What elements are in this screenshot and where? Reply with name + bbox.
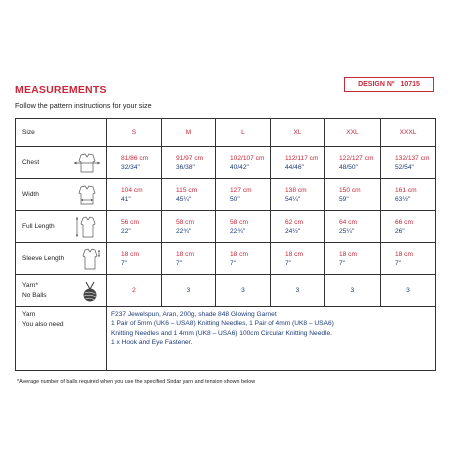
size-header-row <box>16 119 436 147</box>
chest-m: 91/97 cm 36/38" <box>162 147 216 179</box>
width-label: Width <box>22 191 39 198</box>
size-header-m: M <box>162 119 216 147</box>
chest-xxl: 122/127 cm 48/50" <box>325 147 381 179</box>
no-balls-label: No Balls <box>22 291 47 299</box>
size-header-xxl: XXL <box>325 119 381 147</box>
materials-row <box>16 307 436 371</box>
chest-s: 81/86 cm 32/34" <box>107 147 162 179</box>
size-header-s: S <box>107 119 162 147</box>
width-diagram-icon <box>72 184 102 206</box>
full-length-xl: 62 cm 24½" <box>271 211 325 243</box>
sleeve-length-label-cell <box>16 243 107 275</box>
sleeve-length-xl: 18 cm 7" <box>271 243 325 275</box>
fastener-line: 1 x Hook and Eye Fastener. <box>111 338 193 346</box>
needles-line-1: 1 Pair of 5mm (UK6 – USA8) Knitting Needles, 1 Pair of 4mm (UK8 – USA6) <box>111 320 334 328</box>
sleeve-length-label: Sleeve Length <box>22 255 65 262</box>
sleeve-length-row <box>16 243 436 275</box>
needles-line-2: Knitting Needles and 1 4mm (UK8 – USA6) 100cm Circular Knitting Needle. <box>111 329 332 337</box>
chest-diagram-icon <box>72 152 102 174</box>
sleeve-length-l: 18 cm 7" <box>216 243 271 275</box>
subtitle: Follow the pattern instructions for your size <box>15 101 152 110</box>
footnote: *Average number of balls required when you use the specified Sirdar yarn and tension shown below <box>17 379 256 385</box>
full-length-xxl: 64 cm 25¼" <box>325 211 381 243</box>
sleeve-length-m: 18 cm 7" <box>162 243 216 275</box>
full-length-label-cell <box>16 211 107 243</box>
width-l: 127 cm 50" <box>216 179 271 211</box>
sleeve-diagram-icon <box>80 247 102 271</box>
size-header-xl: XL <box>271 119 325 147</box>
design-number: 10715 <box>400 81 420 88</box>
full-length-row <box>16 211 436 243</box>
yarn-balls-label-cell <box>16 275 107 307</box>
yarn-ball-icon <box>78 279 102 303</box>
full-length-m: 58 cm 22¾" <box>162 211 216 243</box>
chest-l: 102/107 cm 40/42" <box>216 147 271 179</box>
chest-label-cell <box>16 147 107 179</box>
design-label: DESIGN Nº <box>358 81 395 88</box>
size-label: Size <box>16 119 107 147</box>
width-xl: 138 cm 54¼" <box>271 179 325 211</box>
size-header-xxxl: XXXL <box>381 119 436 147</box>
full-length-s: 56 cm 22" <box>107 211 162 243</box>
full-length-l: 58 cm 22¾" <box>216 211 271 243</box>
sleeve-length-xxxl: 18 cm 7" <box>381 243 436 275</box>
yarn-spec-text: F237 Jewelspun, Aran, 200g, shade 848 Glowing Garnet <box>111 311 277 318</box>
balls-xxl: 3 <box>325 275 381 307</box>
width-m: 115 cm 45¼" <box>162 179 216 211</box>
width-s: 104 cm 41" <box>107 179 162 211</box>
yarn-balls-row <box>16 275 436 307</box>
balls-xl: 3 <box>271 275 325 307</box>
page-title: MEASUREMENTS <box>15 84 107 96</box>
width-label-cell <box>16 179 107 211</box>
chest-label: Chest <box>22 159 40 166</box>
sleeve-length-xxl: 18 cm 7" <box>325 243 381 275</box>
materials-label-cell <box>16 307 107 371</box>
design-number-box <box>344 77 434 92</box>
chest-xl: 112/117 cm 44/46" <box>271 147 325 179</box>
size-header-l: L <box>216 119 271 147</box>
measurements-table <box>15 118 436 371</box>
balls-s: 2 <box>107 275 162 307</box>
balls-l: 3 <box>216 275 271 307</box>
width-xxxl: 161 cm 63½" <box>381 179 436 211</box>
width-xxl: 150 cm 59" <box>325 179 381 211</box>
chest-xxxl: 132/137 cm 52/54" <box>381 147 436 179</box>
materials-text-cell <box>107 307 436 371</box>
balls-xxxl: 3 <box>381 275 436 307</box>
also-need-label: You also need <box>22 321 64 328</box>
width-row <box>16 179 436 211</box>
balls-m: 3 <box>162 275 216 307</box>
yarn-label: Yarn* <box>22 281 39 289</box>
full-length-label: Full Length <box>22 223 55 230</box>
materials-yarn-label: Yarn <box>22 311 36 318</box>
full-length-xxxl: 66 cm 26" <box>381 211 436 243</box>
sleeve-length-s: 18 cm 7" <box>107 243 162 275</box>
length-diagram-icon <box>72 215 102 239</box>
chest-row <box>16 147 436 179</box>
